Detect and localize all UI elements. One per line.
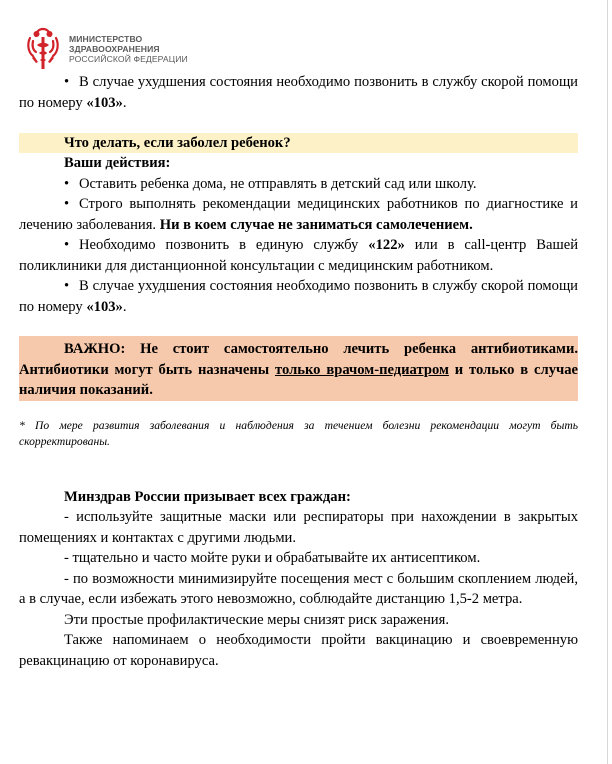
no-self-treatment: Ни в коем случае не заниматься самолечением. [159,216,473,233]
bullet-icon: • [64,175,70,192]
warning-underlined: только врачом-педиатром [274,361,449,378]
logo-line-2: ЗДРАВООХРАНЕНИЯ [69,44,160,54]
bullet-icon: • [64,74,70,90]
bullet-text-post: или в call-центр Вашей поликлиники для дистанционной консультации с медицинским работником. [19,237,579,274]
child-bullet-3 [19,235,578,276]
bullet-text: В случае ухудшения состояния необходимо позвонить в службу скорой помощи по номеру [19,278,578,315]
appeal-item-1: - используйте защитные маски или респираторы при нахождении в закрытых помещениях и контактах с другими людьми. [19,509,578,546]
bullet-text: В случае ухудшения состояния необходимо позвонить в службу скорой помощи по номеру [19,74,578,111]
logo-line-1: МИНИСТЕРСТВО [69,34,143,44]
appeal-item-5: Также напоминаем о необходимости пройти вакцинацию и своевременную ревакцинацию от коронавируса. [19,632,578,669]
child-bullet-4 [19,276,578,317]
appeal-title: Минздрав России призывает всех граждан: [64,488,351,505]
bullet-text: Оставить ребенка дома, не отправлять в детский сад или школу. [79,175,477,192]
bullet-text: Необходимо позвонить в единую службу [79,237,369,253]
bullet-icon: • [64,278,70,294]
appeal-item-2: - тщательно и часто мойте руки и обрабатывайте их антисептиком. [64,550,481,566]
bullet-icon: • [64,196,70,212]
footnote: * По мере развития заболевания и наблюдения за течением болезни рекомендации могут быть скорректированы. [19,418,578,448]
appeal-item-4: Эти простые профилактические меры снизят риск заражения. [64,611,449,628]
bullet-text: Строго выполнять рекомендации медицинских работников по диагностике и лечению заболевания. [19,196,578,233]
bullet-end: . [122,298,127,315]
ministry-logo [24,24,188,74]
warning-text-1: ВАЖНО: Не стоит самостоятельно лечить ребенка антибиотиками. Антибиотики могут быть назначены [19,341,578,378]
phone-number-122: «122» [368,237,405,253]
appeal-item-3: - по возможности минимизируйте посещения мест с большим скоплением людей, а в случае, если избежать этого невозможно, соблюдайте дистанцию 1,5-2 метра. [19,570,578,607]
logo-text [69,34,188,64]
bullet-end: . [122,94,127,111]
child-heading: Что делать, если заболел ребенок? [19,133,578,153]
document-body [19,72,578,671]
child-bullet-1 [19,174,578,195]
logo-line-3: РОССИЙСКОЙ ФЕДЕРАЦИИ [69,54,188,64]
child-bullet-2 [19,194,578,235]
phone-number-103: «103» [86,298,123,315]
bullet-adult-worse [19,72,578,113]
page-edge [607,0,608,764]
warning-text-2: и только в случае наличия показаний. [19,361,578,398]
antibiotics-warning [19,336,578,401]
phone-number-103: «103» [86,94,123,111]
bullet-icon: • [64,237,70,253]
ministry-emblem-icon [24,25,62,73]
actions-title: Ваши действия: [64,155,171,171]
